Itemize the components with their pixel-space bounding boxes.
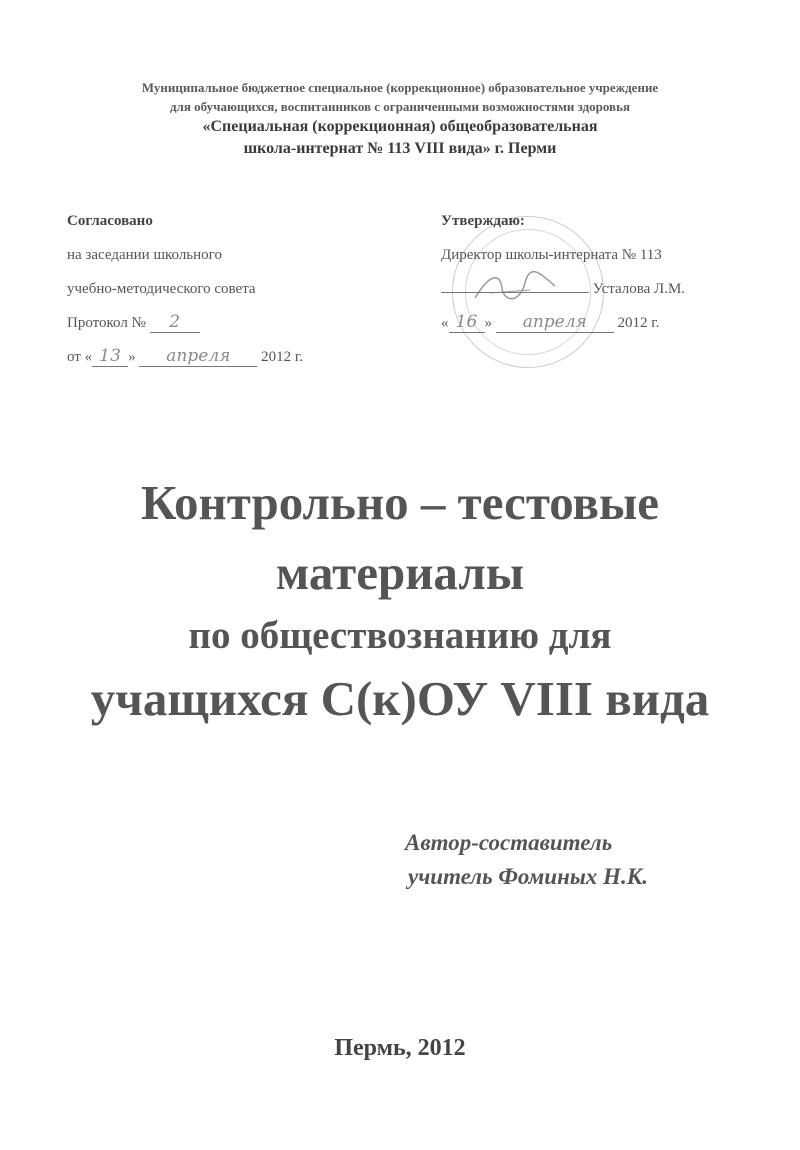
institution-header (60, 78, 740, 160)
title-line-4: учащихся С(к)ОУ VIII вида (90, 671, 710, 726)
approval-block-left (67, 204, 303, 374)
date-suffix: 2012 г. (617, 315, 660, 331)
approval-date-line (441, 306, 685, 340)
school-name-line-2: школа-интернат № 113 VIII вида» г. Перми (243, 140, 557, 157)
institution-line-1: Муниципальное бюджетное специальное (коррекционное) образовательное учреждение (141, 80, 659, 95)
place-year: Пермь, 2012 (334, 1035, 466, 1061)
date-prefix: от « (67, 349, 93, 365)
date-month: апреля (139, 346, 257, 367)
protocol-number: 2 (150, 312, 200, 333)
title-line-3: по обществознанию для (188, 614, 612, 657)
director-name: Усталова Л.М. (592, 281, 686, 297)
school-name-line-1: «Специальная (коррекционная) общеобразовательная (202, 118, 598, 135)
author-block (405, 826, 648, 894)
protocol-line (67, 306, 303, 340)
signature-blank (441, 272, 589, 293)
document-title (40, 468, 760, 734)
approval-block-right (441, 204, 685, 340)
date-day: 16 (449, 312, 485, 333)
date-day: 13 (92, 346, 128, 367)
agreed-heading: Согласовано (67, 213, 153, 229)
date-prefix: « (441, 315, 449, 331)
date-mid: » (484, 315, 492, 331)
protocol-label: Протокол № (67, 315, 146, 331)
director-signature-line (441, 272, 685, 306)
council-date-line (67, 340, 303, 374)
author-role: Автор-составитель (405, 830, 613, 855)
date-month: апреля (496, 312, 614, 333)
approve-heading: Утверждаю: (441, 213, 525, 229)
council-line-1: на заседании школьного (67, 247, 222, 263)
director-title: Директор школы-интерната № 113 (441, 247, 662, 263)
date-suffix: 2012 г. (261, 349, 304, 365)
council-line-2: учебно-методического совета (67, 281, 256, 297)
author-name: учитель Фоминых Н.К. (408, 864, 649, 889)
date-mid: » (128, 349, 136, 365)
title-line-2: материалы (275, 545, 525, 600)
title-line-1: Контрольно – тестовые (140, 475, 660, 530)
institution-line-2: для обучающихся, воспитанников с ограниченными возможностями здоровья (169, 99, 630, 114)
